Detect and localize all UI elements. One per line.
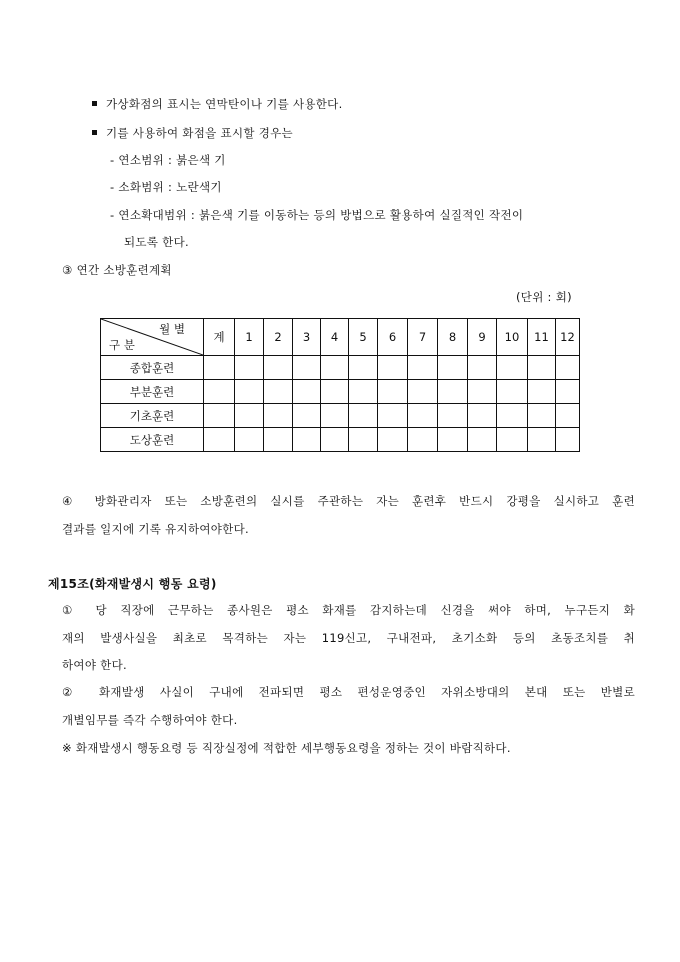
row-label: 부분훈련: [101, 380, 204, 404]
row-label: 도상훈련: [101, 428, 204, 452]
bullet-item: 기를 사용하여 화점을 표시할 경우는: [92, 125, 293, 141]
column-header: 10: [497, 319, 528, 356]
table-row: [101, 356, 580, 380]
table-row: [101, 380, 580, 404]
table-row: [101, 428, 580, 452]
column-header: 2: [264, 319, 293, 356]
article-paragraph-line: 재의 발생사실을 최초로 목격하는 자는 119신고, 구내전파, 초기소화 등의 초동조치를 취: [62, 631, 635, 645]
table-header-row: [101, 319, 580, 356]
column-header: 11: [528, 319, 556, 356]
table-row: [101, 404, 580, 428]
row-label: 기초훈련: [101, 404, 204, 428]
column-header: 1: [235, 319, 264, 356]
paragraph-4-line: 결과를 일지에 기록 유지하여야한다.: [62, 522, 249, 536]
training-plan-table: [100, 318, 580, 452]
row-label: 종합훈련: [101, 356, 204, 380]
article-title: 제15조(화재발생시 행동 요령): [48, 577, 217, 591]
section-heading: ③ 연간 소방훈련계획: [62, 263, 172, 277]
dash-item-continuation: 되도록 한다.: [124, 235, 189, 249]
corner-header-cell: [101, 319, 204, 356]
dash-item: - 연소확대범위 : 붉은색 기를 이동하는 등의 방법으로 활용하여 실질적인 작전이: [110, 208, 524, 222]
article-paragraph-line: 하여야 한다.: [62, 658, 127, 672]
column-header: 9: [468, 319, 497, 356]
column-header: 12: [556, 319, 580, 356]
dash-item: - 소화범위 : 노란색기: [110, 180, 222, 194]
dash-item: - 연소범위 : 붉은색 기: [110, 153, 226, 167]
column-header: 5: [349, 319, 378, 356]
paragraph-4-line: ④ 방화관리자 또는 소방훈련의 실시를 주관하는 자는 훈련후 반드시 강평을 실시하고 훈련: [62, 494, 635, 508]
column-header: 6: [378, 319, 408, 356]
unit-note: (단위 : 회): [516, 290, 572, 304]
article-paragraph-line: 개별임무를 즉각 수행하여야 한다.: [62, 713, 238, 727]
column-header: 7: [408, 319, 438, 356]
bullet-item: 가상화점의 표시는 연막탄이나 기를 사용한다.: [92, 96, 343, 112]
column-header: 계: [204, 319, 235, 356]
column-header: 3: [293, 319, 321, 356]
column-header: 8: [438, 319, 468, 356]
square-bullet-icon: [92, 101, 97, 106]
article-note: ※ 화재발생시 행동요령 등 직장실정에 적합한 세부행동요령을 정하는 것이 바람직하다.: [62, 741, 511, 755]
article-paragraph-line: ① 당 직장에 근무하는 종사원은 평소 화재를 감지하는데 신경을 써야 하며, 누구든지 화: [62, 603, 635, 617]
article-paragraph-line: ② 화재발생 사실이 구내에 전파되면 평소 편성운영중인 자위소방대의 본대 또는 반별로: [62, 685, 635, 699]
category-label: 구 분: [109, 338, 135, 352]
square-bullet-icon: [92, 130, 97, 135]
column-header: 4: [321, 319, 349, 356]
month-label: 월 별: [159, 322, 185, 336]
